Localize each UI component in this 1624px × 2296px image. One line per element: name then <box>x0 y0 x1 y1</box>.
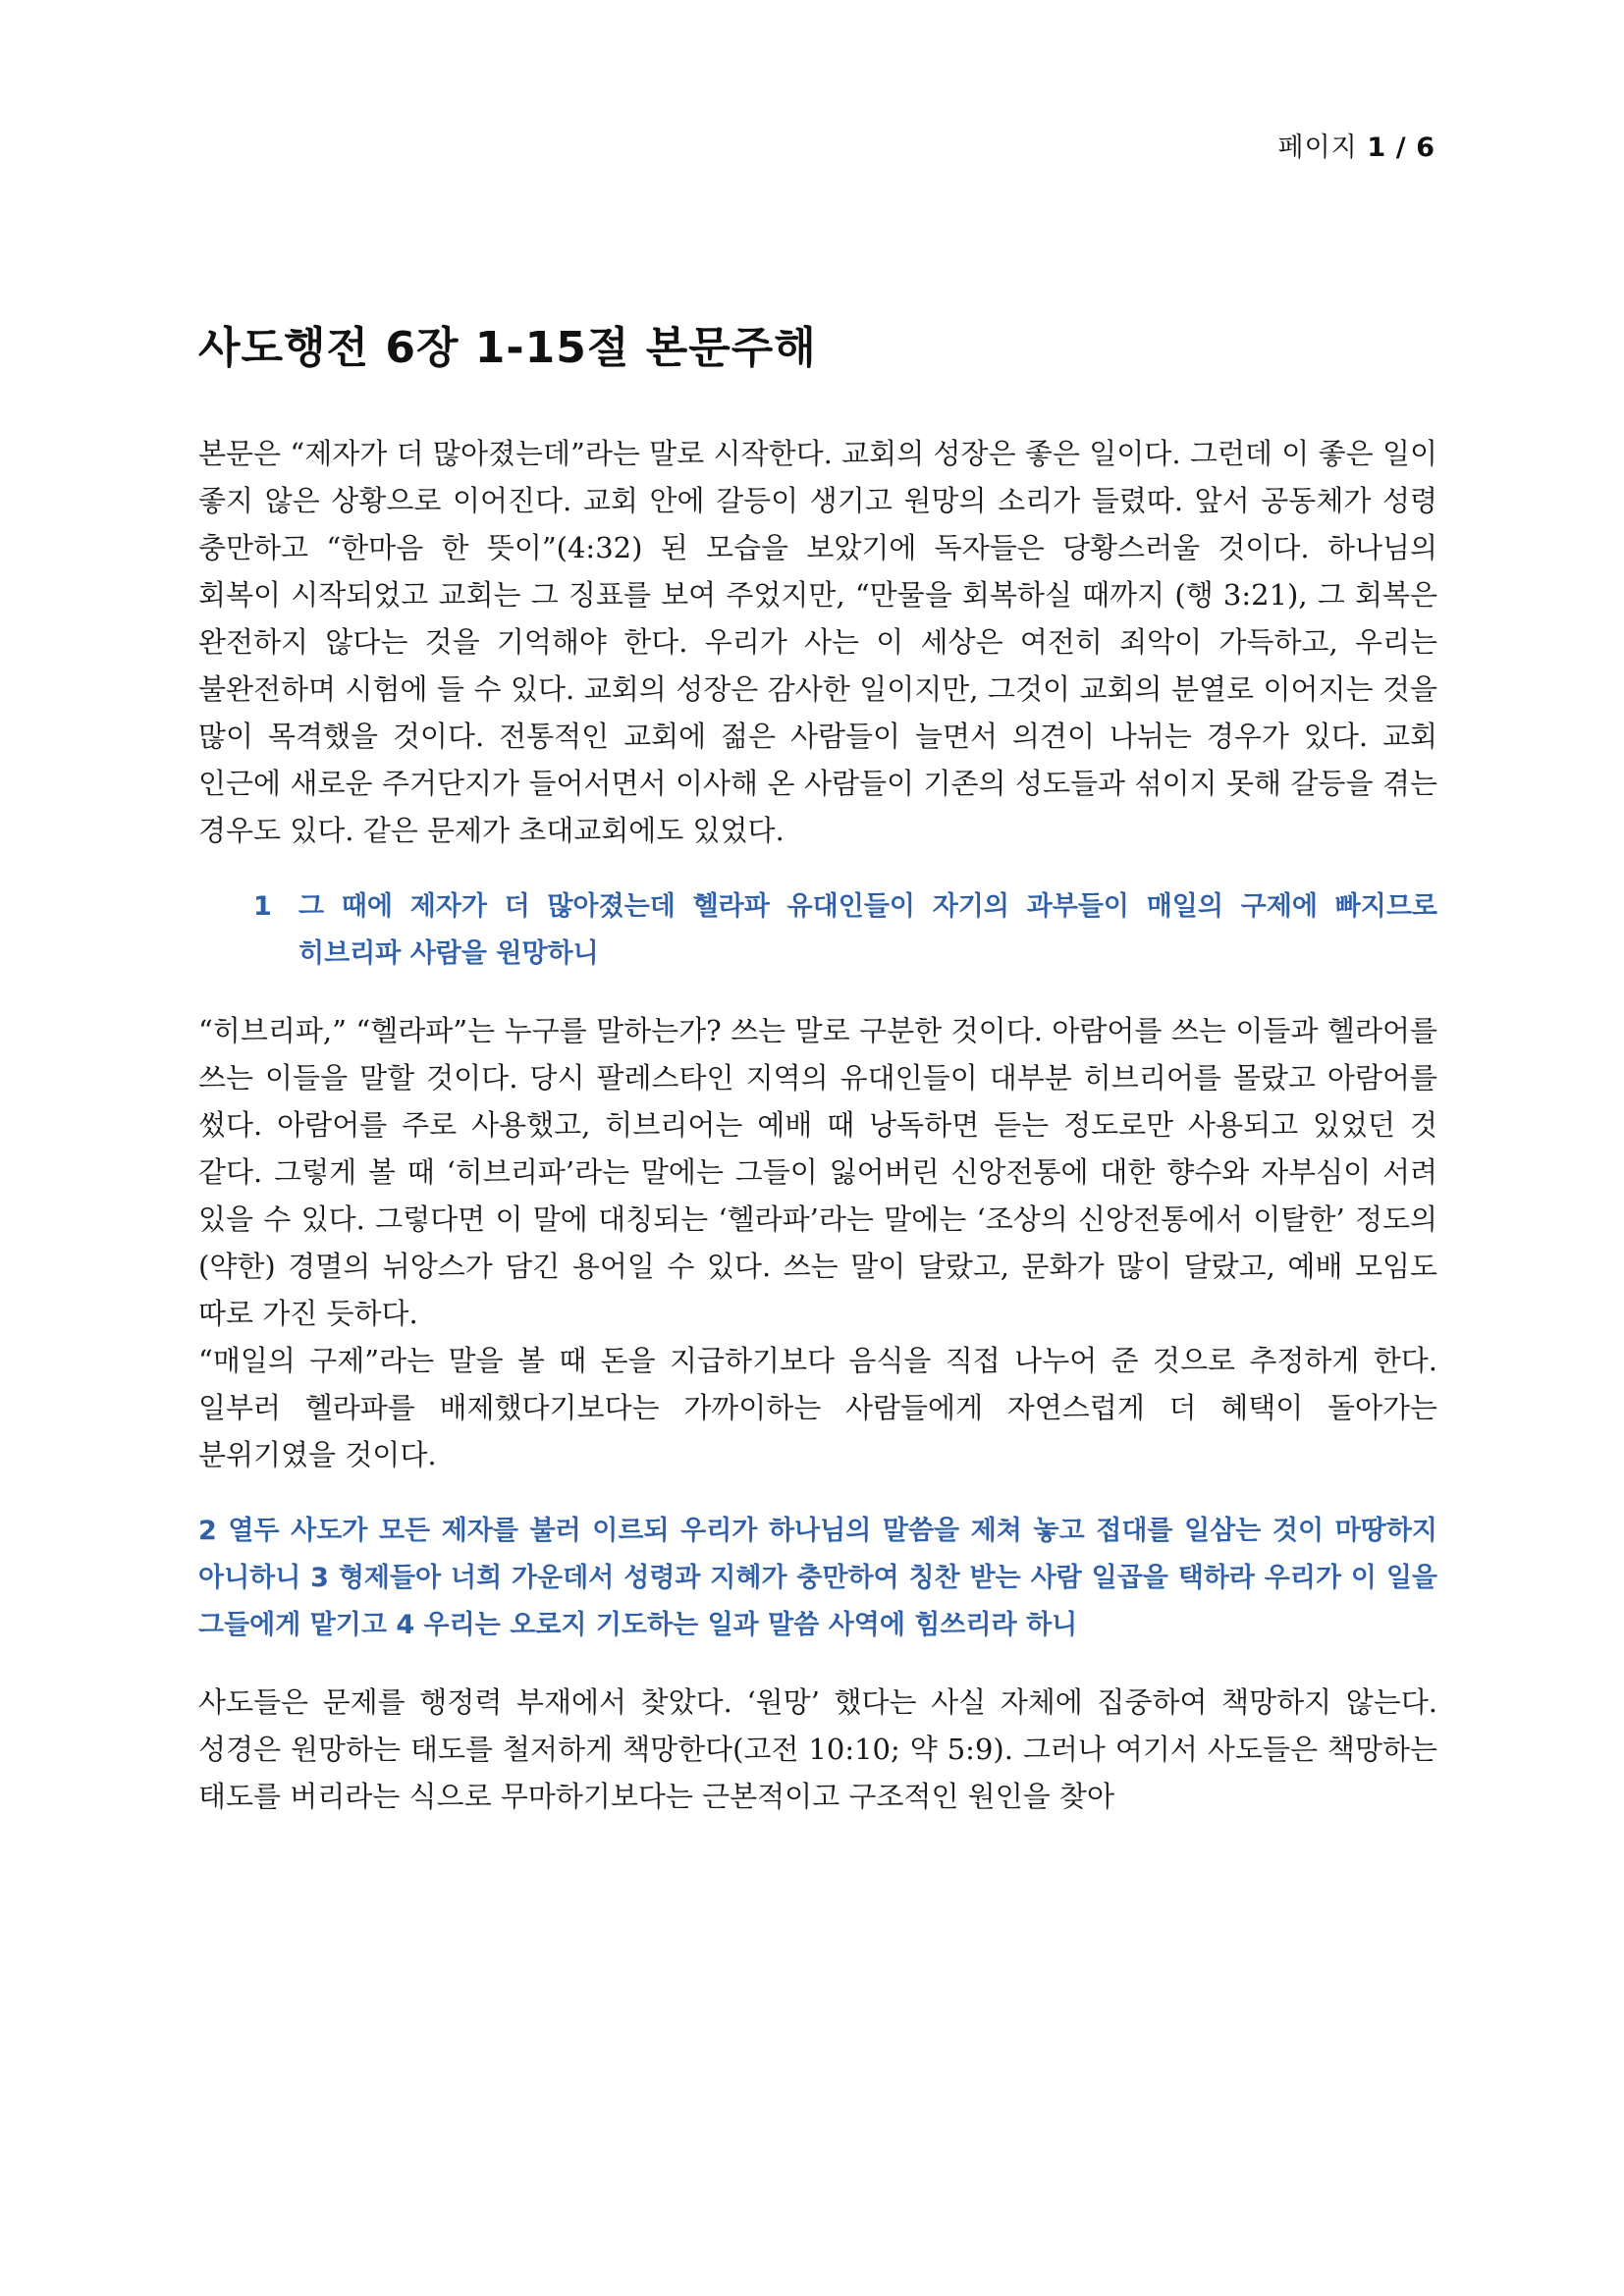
page-number-header <box>1278 126 1436 164</box>
page-separator: / <box>1395 133 1407 163</box>
verse-2-4-block: 2 열두 사도가 모든 제자를 불러 이르되 우리가 하나님의 말씀을 제쳐 놓고 접대를 일삼는 것이 마땅하지 아니하니 3 형제들아 너희 가운데서 성령과 지혜가 충만하여 칭찬 받는 사람 일곱을 택하라 우리가 이 일을 그들에게 맡기고 4 우리는 오로지 기도하는 일과 말씀 사역에 힘쓰리라 하니 <box>198 1516 1437 1640</box>
verse-1-block <box>198 883 1437 978</box>
verse-text: 그 때에 제자가 더 많아졌는데 헬라파 유대인들이 자기의 과부들이 매일의 구제에 빠지므로 히브리파 사람을 원망하니 <box>298 891 1437 969</box>
document-body <box>198 312 1437 1820</box>
current-page-number: 1 <box>1367 133 1387 163</box>
document-title: 사도행전 6장 1-15절 본문주해 <box>198 323 817 373</box>
commentary-verse-2-4: 사도들은 문제를 행정력 부재에서 찾았다. ‘원망’ 했다는 사실 자체에 집중하여 책망하지 않는다. 성경은 원망하는 태도를 철저하게 책망한다(고전 10:10; 약 5:9). 그러나 여기서 사도들은 책망하는 태도를 버리라는 식으로 무마하기보다는 근본적이고 구조적인 원인을 찾아 <box>198 1685 1437 1813</box>
commentary-paragraph: “히브리파,” “헬라파”는 누구를 말하는가? 쓰는 말로 구분한 것이다. 아람어를 쓰는 이들과 헬라어를 쓰는 이들을 말할 것이다. 당시 팔레스타인 지역의 유대인들이 대부분 히브리어를 몰랐고 아람어를 썼다. 아람어를 주로 사용했고, 히브리어는 예배 때 낭독하면 듣는 정도로만 사용되고 있었던 것 같다. 그렇게 볼 때 ‘히브리파’라는 말에는 그들이 잃어버린 신앙전통에 대한 향수와 자부심이 서려 있을 수 있다. 그렇다면 이 말에 대칭되는 ‘헬라파’라는 말에는 ‘조상의 신앙전통에서 이탈한’ 정도의 (약한) 경멸의 뉘앙스가 담긴 용어일 수 있다. 쓰는 말이 달랐고, 문화가 많이 달랐고, 예배 모임도 따로 가진 듯하다. <box>198 1014 1437 1330</box>
total-page-count: 6 <box>1416 133 1435 163</box>
intro-paragraph: 본문은 “제자가 더 많아졌는데”라는 말로 시작한다. 교회의 성장은 좋은 일이다. 그런데 이 좋은 일이 좋지 않은 상황으로 이어진다. 교회 안에 갈등이 생기고 원망의 소리가 들렸따. 앞서 공동체가 성령 충만하고 “한마음 한 뜻이”(4:32) 된 모습을 보았기에 독자들은 당황스러울 것이다. 하나님의 회복이 시작되었고 교회는 그 징표를 보여 주었지만, “만물을 회복하실 때까지 (행 3:21), 그 회복은 완전하지 않다는 것을 기억해야 한다. 우리가 사는 이 세상은 여전히 죄악이 가득하고, 우리는 불완전하며 시험에 들 수 있다. 교회의 성장은 감사한 일이지만, 그것이 교회의 분열로 이어지는 것을 많이 목격했을 것이다. 전통적인 교회에 젊은 사람들이 늘면서 의견이 나뉘는 경우가 있다. 교회 인근에 새로운 주거단지가 들어서면서 이사해 온 사람들이 기존의 성도들과 섞이지 못해 갈등을 겪는 경우도 있다. 같은 문제가 초대교회에도 있었다. <box>198 437 1437 847</box>
page-label: 페이지 <box>1277 133 1358 163</box>
commentary-paragraph: “매일의 구제”라는 말을 볼 때 돈을 지급하기보다 음식을 직접 나누어 준 것으로 추정하게 한다. 일부러 헬라파를 배제했다기보다는 가까이하는 사람들에게 자연스럽게 더 혜택이 돌아가는 분위기였을 것이다. <box>198 1344 1437 1471</box>
verse-number: 1 <box>253 891 272 922</box>
commentary-verse-1 <box>198 1007 1437 1478</box>
